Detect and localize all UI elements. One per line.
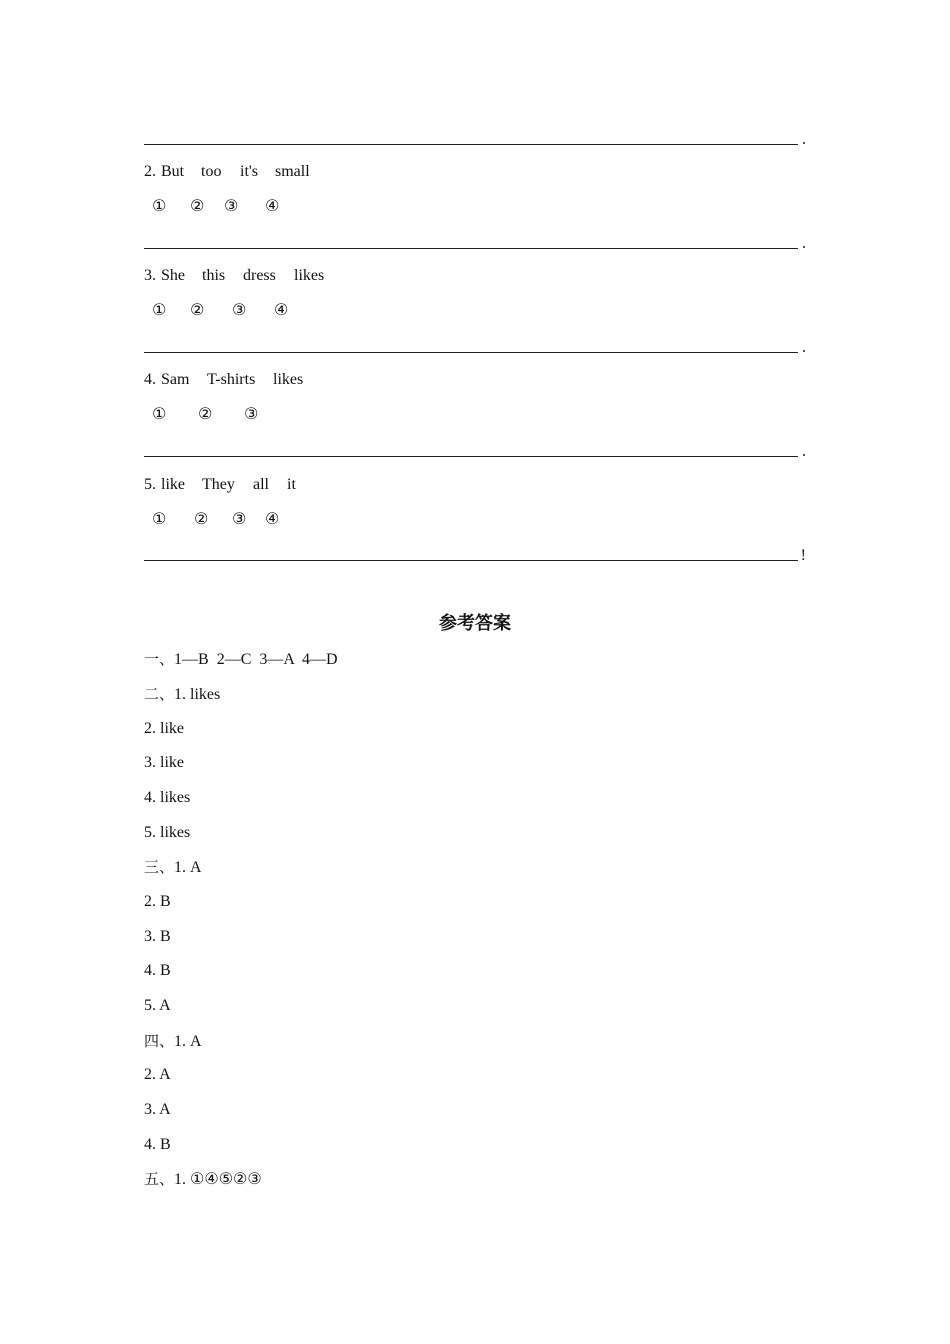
- word-1: Sam: [161, 371, 190, 388]
- circled-number: ②: [194, 509, 209, 528]
- circled-number: ③: [232, 509, 247, 528]
- circled-number: ①: [152, 300, 167, 319]
- word-3: likes: [273, 371, 304, 388]
- word-4: it: [287, 476, 296, 493]
- answer-key-line: [144, 752, 184, 774]
- answer-key-line: [144, 1064, 171, 1086]
- answer-text: 1. ①④⑤②③: [174, 1171, 262, 1188]
- answer-underline: [144, 144, 798, 145]
- circled-number: ③: [224, 196, 239, 215]
- end-punctuation: .: [802, 443, 806, 460]
- answer-text: 3. B: [144, 928, 171, 945]
- answer-line-2[interactable]: [144, 232, 806, 252]
- answer-key-line: [144, 960, 171, 982]
- answer-key-line: [144, 995, 171, 1017]
- answer-underline: [144, 456, 798, 457]
- answer-text: 3. like: [144, 754, 184, 771]
- section-label: 五、: [144, 1170, 175, 1188]
- question-number: 3.: [144, 267, 156, 284]
- answer-underline: [144, 560, 798, 561]
- word-1: like: [161, 476, 185, 493]
- end-punctuation: .: [802, 131, 806, 148]
- word-3: all: [253, 476, 269, 493]
- answer-key-line: [144, 1168, 262, 1191]
- answer-key-line: [144, 822, 190, 844]
- answer-key-line: [144, 1030, 202, 1053]
- answer-underline: [144, 248, 798, 249]
- word-2: this: [202, 267, 226, 284]
- answer-text: 4. B: [144, 962, 171, 979]
- answer-text: 3. A: [144, 1101, 171, 1118]
- circled-number: ②: [190, 196, 205, 215]
- answer-text: 1. A: [174, 859, 202, 876]
- answer-line-3[interactable]: [144, 336, 806, 356]
- answer-key-line: [144, 1134, 171, 1156]
- word-2: They: [202, 476, 235, 493]
- question-number: 5.: [144, 476, 156, 493]
- answer-key-title: 参考答案: [439, 613, 511, 634]
- word-1: But: [161, 163, 185, 180]
- answer-text: 2. A: [144, 1066, 171, 1083]
- answer-text: 2. B: [144, 893, 171, 910]
- answer-text: 1. A: [174, 1033, 202, 1050]
- question-number: 4.: [144, 371, 156, 388]
- word-3: dress: [243, 267, 276, 284]
- answer-line-5[interactable]: [144, 544, 806, 564]
- end-punctuation: .: [802, 339, 806, 356]
- answer-line-4[interactable]: [144, 440, 806, 460]
- answer-text: 2. like: [144, 720, 184, 737]
- answer-key-line: [144, 787, 190, 809]
- end-punctuation: .: [802, 235, 806, 252]
- section-label: 一、: [144, 650, 175, 668]
- answer-key-line: [144, 856, 202, 879]
- answer-text: 5. likes: [144, 824, 191, 841]
- circled-number: ②: [198, 404, 213, 423]
- circled-number: ④: [274, 300, 289, 319]
- answer-key-line: [144, 1099, 171, 1121]
- circled-number: ④: [265, 196, 280, 215]
- answer-text: 1—B 2—C 3—A 4—D: [174, 651, 338, 668]
- end-punctuation: !: [800, 547, 806, 564]
- answer-key-line: [144, 891, 171, 913]
- circled-number: ②: [190, 300, 205, 319]
- word-4: likes: [294, 267, 325, 284]
- circled-number: ①: [152, 509, 167, 528]
- answer-text: 1. likes: [174, 686, 221, 703]
- circled-number: ①: [152, 196, 167, 215]
- word-2: T-shirts: [207, 371, 256, 388]
- answer-key-line: [144, 648, 338, 671]
- answer-text: 5. A: [144, 997, 171, 1014]
- section-label: 四、: [144, 1032, 175, 1050]
- circled-number: ④: [265, 509, 280, 528]
- answer-key-line: [144, 926, 171, 948]
- word-3: it's: [240, 163, 258, 180]
- answer-underline: [144, 352, 798, 353]
- answer-key-line: [144, 718, 184, 740]
- answer-text: 4. B: [144, 1136, 171, 1153]
- word-2: too: [201, 163, 222, 180]
- circled-number: ①: [152, 404, 167, 423]
- circled-number: ③: [232, 300, 247, 319]
- circled-number: ③: [244, 404, 259, 423]
- question-number: 2.: [144, 163, 156, 180]
- section-label: 三、: [144, 858, 175, 876]
- answer-key-line: [144, 683, 220, 706]
- answer-line-1[interactable]: [144, 128, 806, 148]
- answer-text: 4. likes: [144, 789, 191, 806]
- section-label: 二、: [144, 685, 175, 703]
- word-1: She: [161, 267, 185, 284]
- word-4: small: [275, 163, 310, 180]
